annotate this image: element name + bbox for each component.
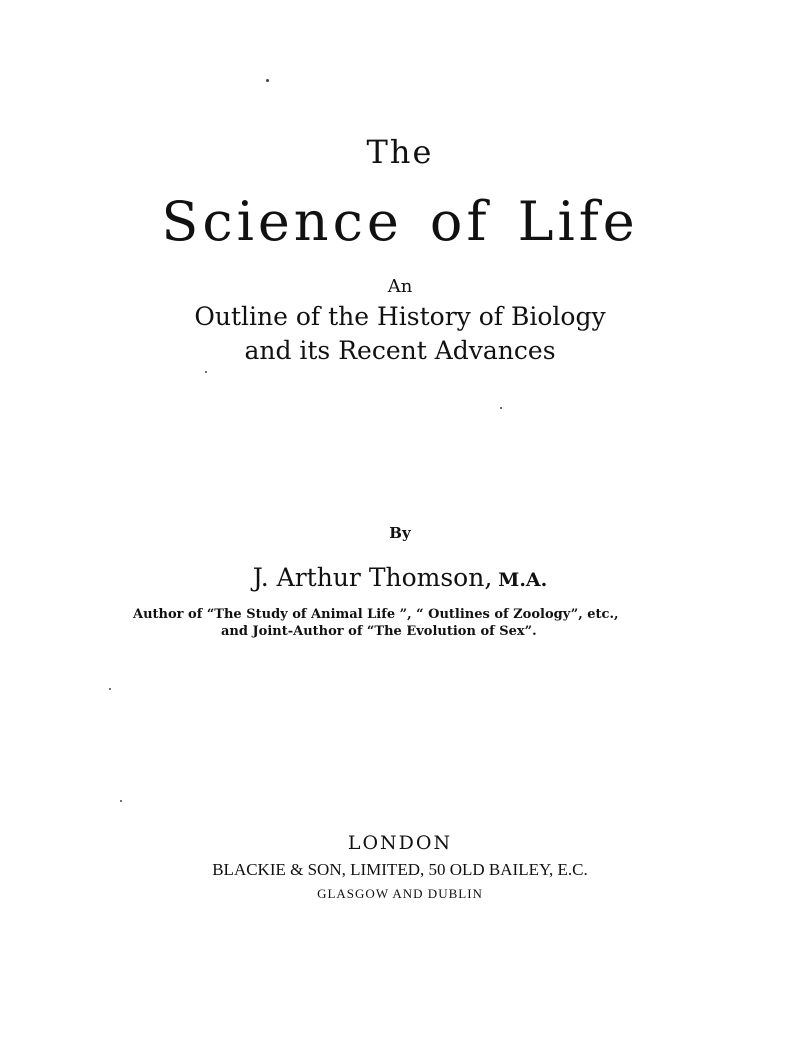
scan-speck (205, 371, 207, 373)
scan-speck (120, 800, 122, 802)
scan-speck (266, 79, 269, 82)
author-degree: M.A. (498, 569, 548, 591)
publisher-line: BLACKIE & SON, LIMITED, 50 OLD BAILEY, E.C. (212, 860, 588, 879)
scan-speck (109, 688, 111, 690)
author-line (0, 563, 800, 592)
main-title: Science of Life (161, 190, 639, 253)
title-the: The (366, 133, 434, 171)
subtitle-line-2: and its Recent Advances (244, 336, 556, 365)
subtitle-line-1: Outline of the History of Biology (194, 302, 606, 331)
imprint-city: LONDON (347, 832, 453, 854)
author-name: J. Arthur Thomson, (252, 563, 493, 592)
author-credits-line-1: Author of “The Study of Animal Life ”, “ Outlines of Zoology”, etc., (133, 607, 619, 622)
publisher-locations: GLASGOW AND DUBLIN (317, 886, 483, 901)
author-credits-line-2: and Joint-Author of “The Evolution of Sex”. (221, 624, 537, 639)
subtitle-an: An (387, 276, 413, 297)
by-label: By (389, 524, 411, 542)
scan-speck (500, 407, 502, 409)
